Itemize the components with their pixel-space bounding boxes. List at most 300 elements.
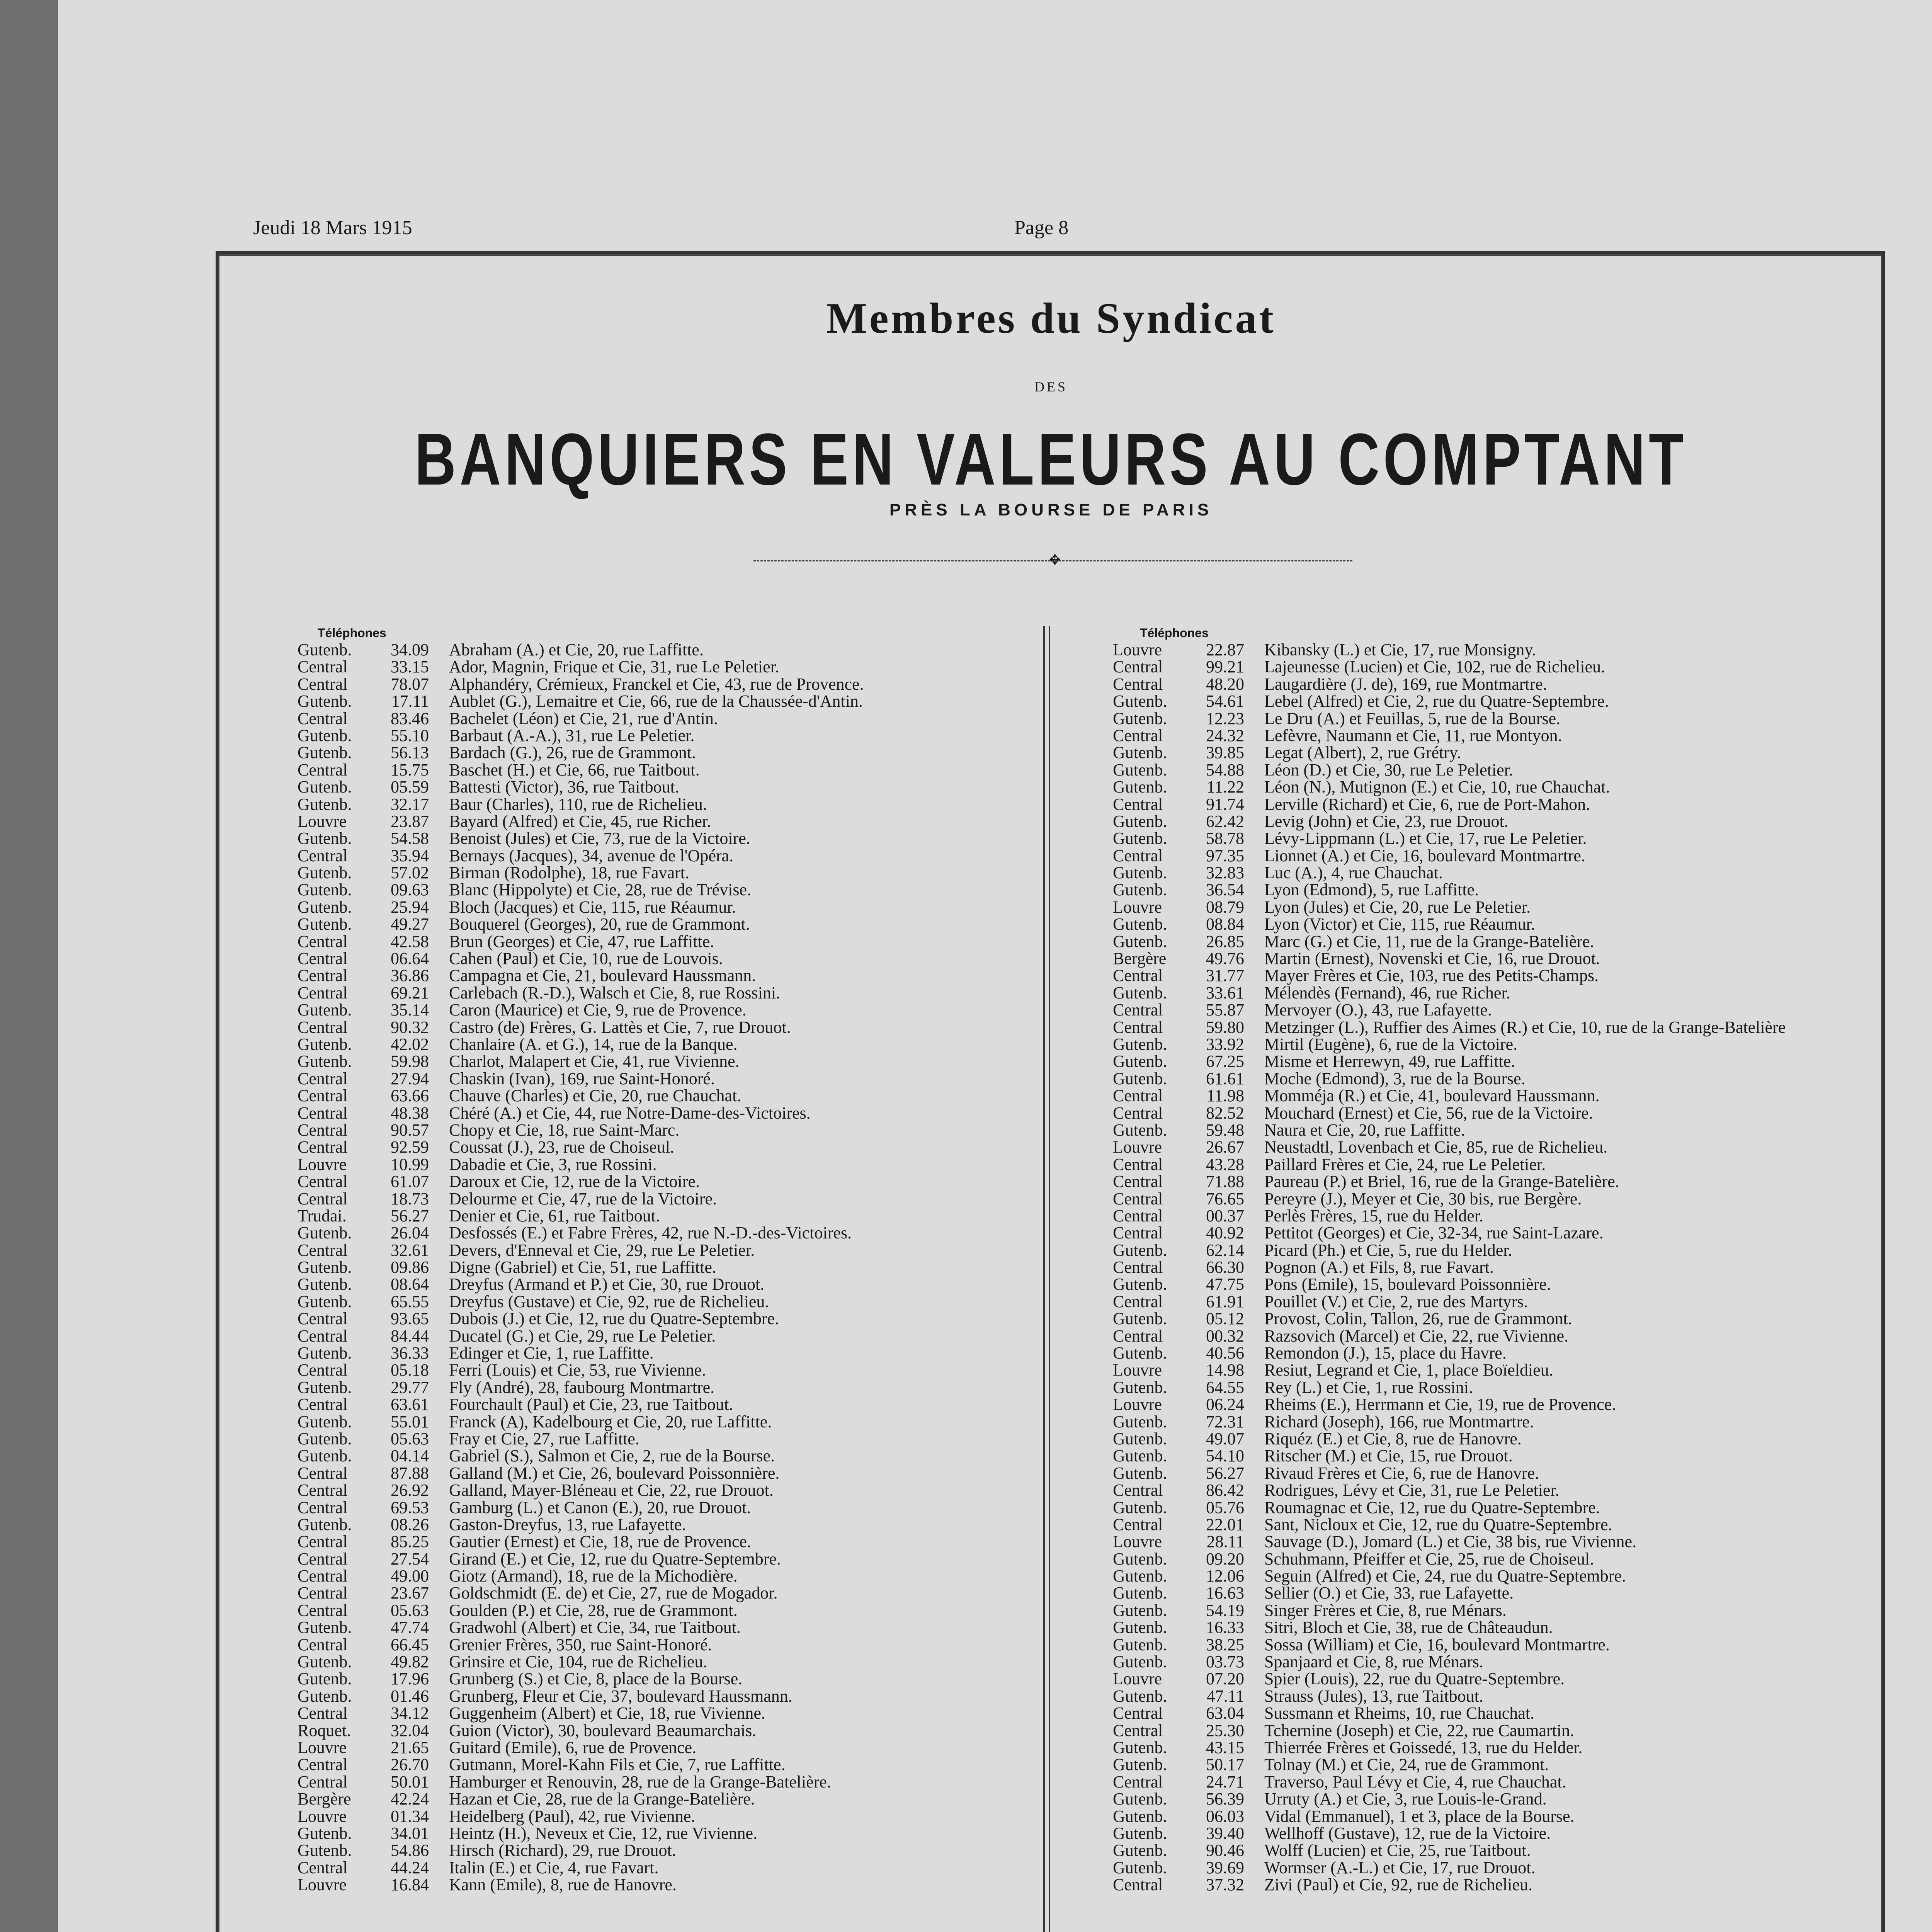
exchange: Central: [298, 1772, 348, 1791]
member-row: [1113, 1087, 1786, 1104]
phone-number: 62.14: [1206, 1240, 1244, 1260]
exchange: Gutenb.: [298, 1652, 352, 1672]
exchange: Central: [1113, 1258, 1163, 1277]
exchange: Central: [298, 846, 348, 865]
exchange: Gutenb.: [1113, 1618, 1167, 1637]
exchange: Gutenb.: [298, 1258, 352, 1277]
phone-number: 25.30: [1206, 1721, 1244, 1740]
phone-number: 39.40: [1206, 1823, 1244, 1843]
phone-number: 01.46: [391, 1686, 429, 1706]
phone-number: 61.91: [1206, 1292, 1244, 1311]
exchange: Central: [298, 1566, 348, 1586]
member-entry: Richard (Joseph), 166, rue Montmartre.: [1264, 1412, 1534, 1431]
issue-date: Jeudi 18 Mars 1915: [253, 217, 412, 239]
exchange: Gutenb.: [1113, 1446, 1167, 1466]
member-row: [298, 1670, 864, 1687]
phone-number: 06.24: [1206, 1395, 1244, 1414]
exchange: Gutenb.: [298, 829, 352, 848]
member-entry: Baur (Charles), 110, rue de Richelieu.: [449, 794, 707, 814]
exchange: Gutenb.: [298, 915, 352, 934]
phone-number: 49.82: [391, 1652, 429, 1672]
exchange: Louvre: [1113, 1395, 1162, 1414]
member-entry: Gaston-Dreyfus, 13, rue Lafayette.: [449, 1515, 686, 1534]
exchange: Gutenb.: [1113, 1429, 1167, 1448]
exchange: Gutenb.: [298, 777, 352, 797]
member-entry: Bachelet (Léon) et Cie, 21, rue d'Antin.: [449, 709, 718, 728]
phone-number: 26.85: [1206, 932, 1244, 951]
phone-number: 64.55: [1206, 1378, 1244, 1397]
exchange: Gutenb.: [1113, 829, 1167, 848]
phone-number: 05.59: [391, 777, 429, 797]
member-entry: Aublet (G.), Lemaitre et Cie, 66, rue de la Chaussée-d'Antin.: [449, 692, 863, 711]
phone-number: 00.32: [1206, 1326, 1244, 1345]
member-row: [298, 1825, 864, 1842]
phone-number: 58.78: [1206, 829, 1244, 848]
member-row: [1113, 1139, 1786, 1156]
exchange: Central: [298, 1086, 348, 1105]
member-row: [298, 1430, 864, 1447]
member-entry: Bernays (Jacques), 34, avenue de l'Opéra.: [449, 846, 734, 865]
phone-number: 49.07: [1206, 1429, 1244, 1448]
ornament-icon: ✥: [1049, 552, 1061, 568]
member-entry: Digne (Gabriel) et Cie, 51, rue Laffitte.: [449, 1258, 716, 1277]
member-row: [1113, 830, 1786, 847]
member-entry: Ferri (Louis) et Cie, 53, rue Vivienne.: [449, 1361, 706, 1380]
exchange: Gutenb.: [1113, 1686, 1167, 1706]
member-row: [1113, 641, 1786, 658]
member-row: [1113, 1585, 1786, 1602]
exchange: Gutenb.: [1113, 1378, 1167, 1397]
member-entry: Momméja (R.) et Cie, 41, boulevard Haussmann.: [1264, 1086, 1600, 1105]
member-row: [1113, 916, 1786, 933]
phone-number: 05.18: [391, 1361, 429, 1380]
member-entry: Benoist (Jules) et Cie, 73, rue de la Victoire.: [449, 829, 750, 848]
column-divider-right: [1049, 626, 1050, 1932]
exchange: Central: [1113, 1481, 1163, 1500]
exchange: Louvre: [1113, 1361, 1162, 1380]
exchange: Gutenb.: [298, 1429, 352, 1448]
member-row: [1113, 1070, 1786, 1087]
member-row: [298, 1619, 864, 1636]
member-entry: Wormser (A.-L.) et Cie, 17, rue Drouot.: [1264, 1858, 1536, 1877]
phone-number: 17.96: [391, 1669, 429, 1689]
phone-number: 08.64: [391, 1275, 429, 1294]
exchange: Central: [298, 1395, 348, 1414]
exchange: Gutenb.: [1113, 1789, 1167, 1809]
member-row: [1113, 1876, 1786, 1893]
member-row: [1113, 1619, 1786, 1636]
phone-number: 11.22: [1206, 777, 1244, 797]
member-entry: Castro (de) Frères, G. Lattès et Cie, 7, rue Drouot.: [449, 1017, 791, 1037]
phone-number: 61.07: [391, 1172, 429, 1191]
phone-number: 08.84: [1206, 915, 1244, 934]
member-entry: Pouillet (V.) et Cie, 2, rue des Martyrs.: [1264, 1292, 1528, 1311]
phone-number: 27.54: [391, 1549, 429, 1568]
member-row: [1113, 1722, 1786, 1739]
member-row: [298, 693, 864, 710]
member-entry: Mervoyer (O.), 43, rue Lafayette.: [1264, 1000, 1492, 1020]
member-row: [1113, 967, 1786, 984]
phone-number: 26.92: [391, 1481, 429, 1500]
exchange: Central: [298, 1463, 348, 1483]
member-row: [298, 676, 864, 693]
member-row: [298, 933, 864, 950]
member-entry: Rivaud Frères et Cie, 6, rue de Hanovre.: [1264, 1463, 1539, 1483]
member-row: [298, 1791, 864, 1808]
member-entry: Grenier Frères, 350, rue Saint-Honoré.: [449, 1635, 712, 1654]
exchange: Gutenb.: [298, 1344, 352, 1363]
member-entry: Chéré (A.) et Cie, 44, rue Notre-Dame-des-Victoires.: [449, 1103, 811, 1122]
exchange: Gutenb.: [298, 1052, 352, 1071]
member-entry: Goldschmidt (E. de) et Cie, 27, rue de Mogador.: [449, 1583, 778, 1603]
member-row: [298, 1156, 864, 1173]
exchange: Central: [1113, 794, 1163, 814]
member-row: [1113, 1105, 1786, 1122]
phone-number: 42.24: [391, 1789, 429, 1809]
member-row: [1113, 1379, 1786, 1396]
phone-number: 61.61: [1206, 1069, 1244, 1088]
phone-number: 16.63: [1206, 1583, 1244, 1603]
member-entry: Mélendès (Fernand), 46, rue Richer.: [1264, 983, 1510, 1002]
member-entry: Dubois (J.) et Cie, 12, rue du Quatre-Septembre.: [449, 1309, 779, 1328]
exchange: Gutenb.: [298, 1412, 352, 1431]
exchange: Central: [1113, 1103, 1163, 1122]
member-row: [1113, 1019, 1786, 1036]
member-row: [1113, 1636, 1786, 1653]
exchange: Central: [1113, 1206, 1163, 1225]
exchange: Gutenb.: [298, 1000, 352, 1020]
exchange: Central: [298, 674, 348, 694]
exchange: Central: [298, 1326, 348, 1345]
member-row: [298, 916, 864, 933]
phone-number: 56.39: [1206, 1789, 1244, 1809]
phone-number: 24.71: [1206, 1772, 1244, 1791]
exchange: Central: [1113, 1189, 1163, 1208]
member-row: [298, 727, 864, 744]
phone-number: 82.52: [1206, 1103, 1244, 1122]
member-entry: Gabriel (S.), Salmon et Cie, 2, rue de la Bourse.: [449, 1446, 775, 1466]
member-entry: Legat (Albert), 2, rue Grétry.: [1264, 743, 1461, 762]
member-entry: Lyon (Edmond), 5, rue Laffitte.: [1264, 880, 1479, 900]
phone-number: 47.75: [1206, 1275, 1244, 1294]
member-entry: Naura et Cie, 20, rue Laffitte.: [1264, 1120, 1465, 1139]
member-entry: Sauvage (D.), Jomard (L.) et Cie, 38 bis, rue Vivienne.: [1264, 1532, 1637, 1551]
exchange: Central: [298, 932, 348, 951]
member-entry: Martin (Ernest), Novenski et Cie, 16, rue Drouot.: [1264, 949, 1600, 968]
member-row: [1113, 1859, 1786, 1876]
phone-number: 36.54: [1206, 880, 1244, 900]
member-row: [298, 950, 864, 967]
phone-number: 27.94: [391, 1069, 429, 1088]
exchange: Gutenb.: [298, 1686, 352, 1706]
exchange: Gutenb.: [1113, 1275, 1167, 1294]
exchange: Gutenb.: [1113, 1034, 1167, 1054]
member-row: [298, 847, 864, 864]
member-entry: Zivi (Paul) et Cie, 92, rue de Richelieu.: [1264, 1875, 1533, 1895]
phone-number: 09.20: [1206, 1549, 1244, 1568]
member-entry: Heidelberg (Paul), 42, rue Vivienne.: [449, 1806, 696, 1826]
phone-number: 12.06: [1206, 1566, 1244, 1586]
phone-number: 59.80: [1206, 1017, 1244, 1037]
exchange: Central: [298, 1120, 348, 1139]
phone-number: 54.58: [391, 829, 429, 848]
phone-number: 34.09: [391, 640, 429, 659]
member-entry: Léon (D.) et Cie, 30, rue Le Peletier.: [1264, 760, 1513, 779]
phone-number: 49.76: [1206, 949, 1244, 968]
phone-number: 33.61: [1206, 983, 1244, 1002]
phone-number: 76.65: [1206, 1189, 1244, 1208]
member-entry: Gutmann, Morel-Kahn Fils et Cie, 7, rue Laffitte.: [449, 1755, 786, 1774]
member-row: [1113, 1516, 1786, 1533]
member-entry: Pognon (A.) et Fils, 8, rue Favart.: [1264, 1258, 1494, 1277]
member-row: [1113, 1328, 1786, 1345]
member-row: [298, 1293, 864, 1310]
member-entry: Delourme et Cie, 47, rue de la Victoire.: [449, 1189, 717, 1208]
phone-number: 92.59: [391, 1138, 429, 1157]
exchange: Central: [298, 1600, 348, 1620]
phone-number: 66.45: [391, 1635, 429, 1654]
member-entry: Giotz (Armand), 18, rue de la Michodière.: [449, 1566, 738, 1586]
member-row: [298, 1328, 864, 1345]
left-telephones-label: Téléphones: [318, 626, 386, 640]
phone-number: 24.32: [1206, 726, 1244, 745]
exchange: Gutenb.: [1113, 1463, 1167, 1483]
members-list-right: [1113, 641, 1786, 1894]
member-entry: Hirsch (Richard), 29, rue Drouot.: [449, 1841, 676, 1860]
exchange: Gutenb.: [1113, 777, 1167, 797]
phone-number: 44.24: [391, 1858, 429, 1877]
phone-number: 99.21: [1206, 657, 1244, 677]
phone-number: 49.00: [391, 1566, 429, 1586]
member-entry: Guion (Victor), 30, boulevard Beaumarchais.: [449, 1721, 757, 1740]
member-entry: Franck (A), Kadelbourg et Cie, 20, rue Laffitte.: [449, 1412, 772, 1431]
exchange: Central: [1113, 1292, 1163, 1311]
member-row: [1113, 1225, 1786, 1242]
member-row: [1113, 1774, 1786, 1791]
exchange: Central: [298, 1583, 348, 1603]
member-row: [298, 1602, 864, 1619]
member-row: [1113, 1293, 1786, 1310]
member-entry: Ducatel (G.) et Cie, 29, rue Le Peletier.: [449, 1326, 716, 1345]
member-row: [1113, 1345, 1786, 1362]
member-row: [1113, 1002, 1786, 1019]
member-row: [298, 1276, 864, 1293]
phone-number: 50.01: [391, 1772, 429, 1791]
phone-number: 23.87: [391, 811, 429, 831]
member-entry: Charlot, Malapert et Cie, 41, rue Vivienne.: [449, 1052, 740, 1071]
member-row: [298, 1774, 864, 1791]
member-entry: Dreyfus (Armand et P.) et Cie, 30, rue Drouot.: [449, 1275, 765, 1294]
exchange: Louvre: [1113, 1138, 1162, 1157]
phone-number: 59.98: [391, 1052, 429, 1071]
member-entry: Wellhoff (Gustave), 12, rue de la Victoire.: [1264, 1823, 1551, 1843]
member-entry: Picard (Ph.) et Cie, 5, rue du Helder.: [1264, 1240, 1512, 1260]
exchange: Central: [298, 1755, 348, 1774]
member-row: [1113, 933, 1786, 950]
member-row: [1113, 1482, 1786, 1499]
exchange: Central: [1113, 1515, 1163, 1534]
phone-number: 86.42: [1206, 1481, 1244, 1500]
member-row: [298, 1036, 864, 1053]
exchange: Central: [1113, 1721, 1163, 1740]
member-entry: Gamburg (L.) et Canon (E.), 20, rue Drouot.: [449, 1498, 751, 1517]
member-row: [298, 1722, 864, 1739]
member-entry: Levig (John) et Cie, 23, rue Drouot.: [1264, 811, 1509, 831]
member-row: [298, 1705, 864, 1722]
member-row: [1113, 1430, 1786, 1447]
member-entry: Remondon (J.), 15, place du Havre.: [1264, 1344, 1507, 1363]
phone-number: 03.73: [1206, 1652, 1244, 1672]
phone-number: 15.75: [391, 760, 429, 779]
member-entry: Mouchard (Ernest) et Cie, 56, rue de la Victoire.: [1264, 1103, 1593, 1122]
phone-number: 97.35: [1206, 846, 1244, 865]
member-row: [1113, 1310, 1786, 1327]
member-row: [1113, 1122, 1786, 1139]
member-row: [298, 658, 864, 675]
member-entry: Riquéz (E.) et Cie, 8, rue de Hanovre.: [1264, 1429, 1522, 1448]
member-row: [1113, 1825, 1786, 1842]
member-entry: Lionnet (A.) et Cie, 16, boulevard Montmartre.: [1264, 846, 1585, 865]
phone-number: 18.73: [391, 1189, 429, 1208]
exchange: Central: [298, 1069, 348, 1088]
member-row: [1113, 1842, 1786, 1859]
member-row: [298, 1842, 864, 1859]
member-row: [1113, 1447, 1786, 1464]
member-entry: Misme et Herrewyn, 49, rue Laffitte.: [1264, 1052, 1515, 1071]
member-entry: Campagna et Cie, 21, boulevard Haussmann.: [449, 966, 756, 985]
phone-number: 72.31: [1206, 1412, 1244, 1431]
exchange: Gutenb.: [1113, 1549, 1167, 1568]
exchange: Gutenb.: [1113, 1309, 1167, 1328]
member-row: [1113, 1688, 1786, 1705]
member-entry: Kibansky (L.) et Cie, 17, rue Monsigny.: [1264, 640, 1536, 659]
member-entry: Brun (Georges) et Cie, 47, rue Laffitte.: [449, 932, 714, 951]
phone-number: 04.14: [391, 1446, 429, 1466]
phone-number: 26.70: [391, 1755, 429, 1774]
member-row: [1113, 847, 1786, 864]
member-row: [298, 967, 864, 984]
phone-number: 16.84: [391, 1875, 429, 1895]
member-row: [1113, 1173, 1786, 1190]
exchange: Gutenb.: [298, 1378, 352, 1397]
exchange: Central: [1113, 1772, 1163, 1791]
exchange: Gutenb.: [1113, 915, 1167, 934]
member-row: [298, 1876, 864, 1893]
member-row: [1113, 899, 1786, 916]
phone-number: 57.02: [391, 863, 429, 883]
member-entry: Carlebach (R.-D.), Walsch et Cie, 8, rue Rossini.: [449, 983, 781, 1002]
phone-number: 00.37: [1206, 1206, 1244, 1225]
exchange: Gutenb.: [298, 1446, 352, 1466]
member-row: [1113, 1602, 1786, 1619]
member-entry: Bloch (Jacques) et Cie, 115, rue Réaumur.: [449, 897, 736, 917]
member-row: [1113, 1242, 1786, 1259]
member-entry: Razsovich (Marcel) et Cie, 22, rue Vivienne.: [1264, 1326, 1569, 1345]
exchange: Central: [298, 1240, 348, 1260]
member-entry: Resiut, Legrand et Cie, 1, place Boïeldieu.: [1264, 1361, 1553, 1380]
member-row: [1113, 1670, 1786, 1687]
member-row: [1113, 1190, 1786, 1208]
exchange: Gutenb.: [298, 897, 352, 917]
member-entry: Fly (André), 28, faubourg Montmartre.: [449, 1378, 715, 1397]
member-entry: Vidal (Emmanuel), 1 et 3, place de la Bourse.: [1264, 1806, 1575, 1826]
phone-number: 90.57: [391, 1120, 429, 1139]
phone-number: 06.03: [1206, 1806, 1244, 1826]
member-row: [298, 1756, 864, 1773]
member-entry: Chaskin (Ivan), 169, rue Saint-Honoré.: [449, 1069, 715, 1088]
member-row: [1113, 1568, 1786, 1585]
phone-number: 21.65: [391, 1738, 429, 1757]
member-entry: Hamburger et Renouvin, 28, rue de la Grange-Batelière.: [449, 1772, 831, 1791]
member-entry: Provost, Colin, Tallon, 26, rue de Grammont.: [1264, 1309, 1572, 1328]
exchange: Central: [298, 1704, 348, 1723]
phone-number: 10.99: [391, 1155, 429, 1174]
member-entry: Gautier (Ernest) et Cie, 18, rue de Provence.: [449, 1532, 751, 1551]
member-row: [298, 1310, 864, 1327]
exchange: Central: [1113, 1000, 1163, 1020]
member-row: [298, 1139, 864, 1156]
member-entry: Barbaut (A.-A.), 31, rue Le Peletier.: [449, 726, 695, 745]
exchange: Gutenb.: [298, 743, 352, 762]
member-entry: Schuhmann, Pfeiffer et Cie, 25, rue de Choiseul.: [1264, 1549, 1594, 1568]
member-entry: Goulden (P.) et Cie, 28, rue de Grammont.: [449, 1600, 738, 1620]
exchange: Louvre: [298, 811, 347, 831]
member-entry: Grinsire et Cie, 104, rue de Richelieu.: [449, 1652, 707, 1672]
phone-number: 39.85: [1206, 743, 1244, 762]
exchange: Gutenb.: [1113, 1344, 1167, 1363]
member-row: [298, 1225, 864, 1242]
member-row: [298, 1173, 864, 1190]
member-row: [1113, 1756, 1786, 1773]
member-entry: Dabadie et Cie, 3, rue Rossini.: [449, 1155, 657, 1174]
member-row: [298, 1242, 864, 1259]
exchange: Central: [298, 1532, 348, 1551]
exchange: Louvre: [1113, 897, 1162, 917]
phone-number: 08.26: [391, 1515, 429, 1534]
member-row: [298, 1122, 864, 1139]
exchange: Central: [1113, 1223, 1163, 1243]
member-row: [298, 864, 864, 881]
exchange: Central: [298, 1858, 348, 1877]
member-entry: Grunberg (S.) et Cie, 8, place de la Bourse.: [449, 1669, 743, 1689]
phone-number: 17.11: [391, 692, 429, 711]
member-entry: Sossa (William) et Cie, 16, boulevard Montmartre.: [1264, 1635, 1610, 1654]
phone-number: 93.65: [391, 1309, 429, 1328]
phone-number: 32.83: [1206, 863, 1244, 883]
member-row: [298, 1482, 864, 1499]
phone-number: 34.01: [391, 1823, 429, 1843]
member-row: [298, 1465, 864, 1482]
exchange: Louvre: [298, 1806, 347, 1826]
member-row: [298, 1105, 864, 1122]
member-entry: Grunberg, Fleur et Cie, 37, boulevard Haussmann.: [449, 1686, 793, 1706]
member-row: [298, 1345, 864, 1362]
phone-number: 25.94: [391, 897, 429, 917]
title-bourse: PRÈS LA BOURSE DE PARIS: [889, 500, 1213, 519]
phone-number: 48.38: [391, 1103, 429, 1122]
member-row: [298, 881, 864, 898]
member-row: [1113, 744, 1786, 761]
exchange: Central: [298, 949, 348, 968]
exchange: Gutenb.: [1113, 743, 1167, 762]
exchange: Central: [298, 1635, 348, 1654]
exchange: Gutenb.: [1113, 1069, 1167, 1088]
phone-number: 14.98: [1206, 1361, 1244, 1380]
member-row: [1113, 1465, 1786, 1482]
exchange: Gutenb.: [1113, 1858, 1167, 1877]
member-entry: Mirtil (Eugène), 6, rue de la Victoire.: [1264, 1034, 1518, 1054]
phone-number: 47.74: [391, 1618, 429, 1637]
